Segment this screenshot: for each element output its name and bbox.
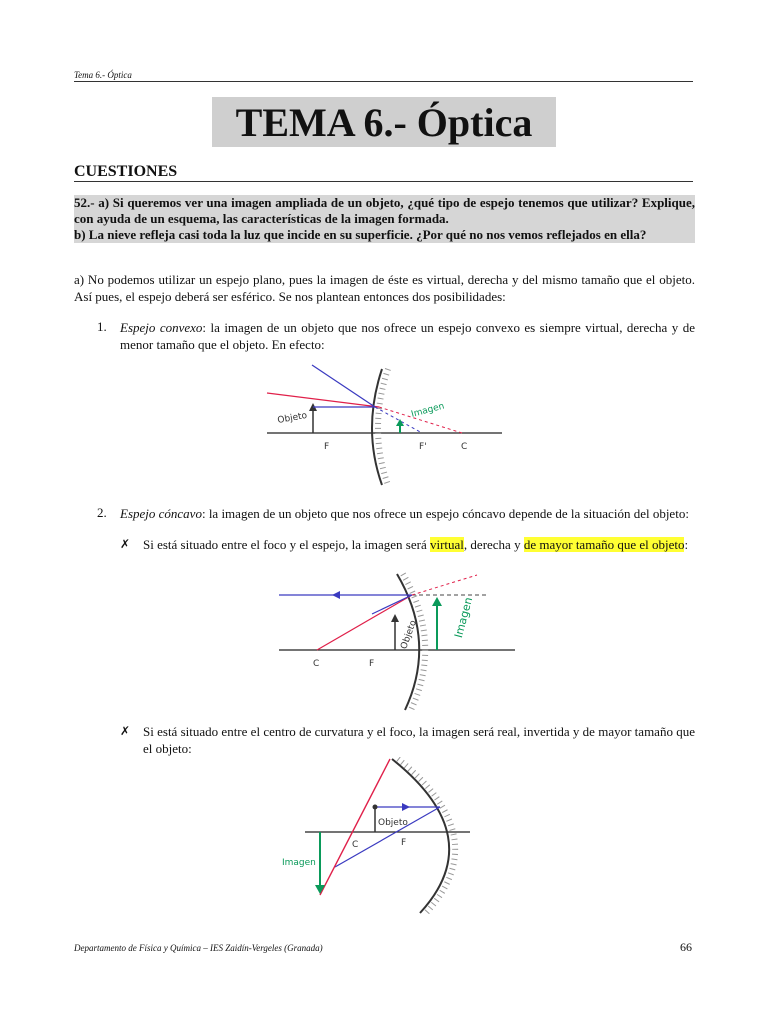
item-term: Espejo cóncavo (120, 506, 202, 521)
question-box (74, 195, 695, 243)
label-imagen: Imagen (282, 858, 316, 868)
sub-text: Si está situado entre el foco y el espejo, la imagen será (143, 537, 430, 552)
ray-blue-reflected (335, 807, 440, 867)
item-text: : la imagen de un objeto que nos ofrece un espejo cóncavo depende de la situación del objeto: (201, 506, 689, 521)
label-F: F (401, 838, 407, 848)
sub-item-real: Si está situado entre el centro de curvatura y el foco, la imagen será real, invertida y de mayor tamaño que el objeto: (143, 724, 695, 756)
highlight-virtual: virtual (429, 537, 464, 552)
concave-mirror (392, 759, 449, 913)
label-objeto: Objeto (378, 818, 408, 828)
sub-text: : (684, 537, 689, 552)
ray-blue-reflected (312, 365, 375, 407)
convex-mirror-diagram (262, 357, 507, 487)
label-objeto: Objeto (399, 619, 419, 651)
mirror-hatching (378, 369, 388, 485)
sub-item-virtual (143, 536, 695, 553)
mirror-hatching (398, 759, 455, 913)
object-tip (373, 805, 378, 810)
answer-intro: a) No podemos utilizar un espejo plano, pues la imagen de éste es virtual, derecha y del mismo tamaño que el objeto. Así pues, el espejo deberá ser esférico. Se nos plantean entonces dos posibilidades: (74, 272, 695, 304)
label-imagen: Imagen (451, 595, 476, 640)
item-number: 1. (97, 319, 107, 334)
label-F-prime: F' (419, 442, 427, 452)
question-part-a: 52.- a) Si queremos ver una imagen ampliada de un objeto, ¿qué tipo de espejo tenemos que utilizar? Explique, con ayuda de un esquema, las características de la imagen formada. (74, 195, 695, 226)
section-heading: CUESTIONES (74, 163, 693, 182)
concave-mirror-diagram-2 (280, 757, 480, 917)
label-imagen: Imagen (410, 401, 446, 420)
item-concave (120, 505, 695, 522)
item-number: 2. (97, 505, 107, 520)
bullet-icon: ✗ (120, 724, 131, 738)
page-title: TEMA 6.- Óptica (212, 97, 556, 147)
ray-arrowhead (332, 591, 340, 599)
label-C: C (313, 659, 320, 669)
convex-mirror (372, 369, 382, 485)
object-arrowhead (391, 614, 399, 622)
ray-red-dashed (412, 575, 477, 595)
footer-department: Departamento de Física y Química – IES Zaidín-Vergeles (Granada) (74, 943, 323, 953)
running-header: Tema 6.- Óptica (74, 70, 693, 82)
label-F: F (369, 659, 375, 669)
ray-red (317, 595, 412, 650)
highlight-larger: de mayor tamaño que el objeto (523, 537, 685, 552)
question-part-b: b) La nieve refleja casi toda la luz que incide en su superficie. ¿Por qué no nos vemos reflejados en ella? (74, 227, 647, 242)
item-text: : la imagen de un objeto que nos ofrece un espejo convexo es siempre virtual, derecha y de menor tamaño que el objeto. En efecto: (120, 320, 695, 352)
ray-arrowhead (402, 803, 410, 811)
ray-red (267, 393, 379, 407)
concave-mirror-diagram-1 (277, 570, 517, 712)
label-F: F (324, 442, 330, 452)
page-number: 66 (680, 940, 692, 954)
sub-text: , derecha y (463, 537, 524, 552)
ray-blue-focus (372, 595, 412, 614)
label-objeto: Objeto (276, 410, 308, 426)
item-term: Espejo convexo (120, 320, 203, 335)
image-arrowhead (432, 597, 442, 606)
item-convex (120, 319, 695, 353)
label-C: C (461, 442, 468, 452)
label-C: C (352, 840, 359, 850)
bullet-icon: ✗ (120, 537, 131, 551)
